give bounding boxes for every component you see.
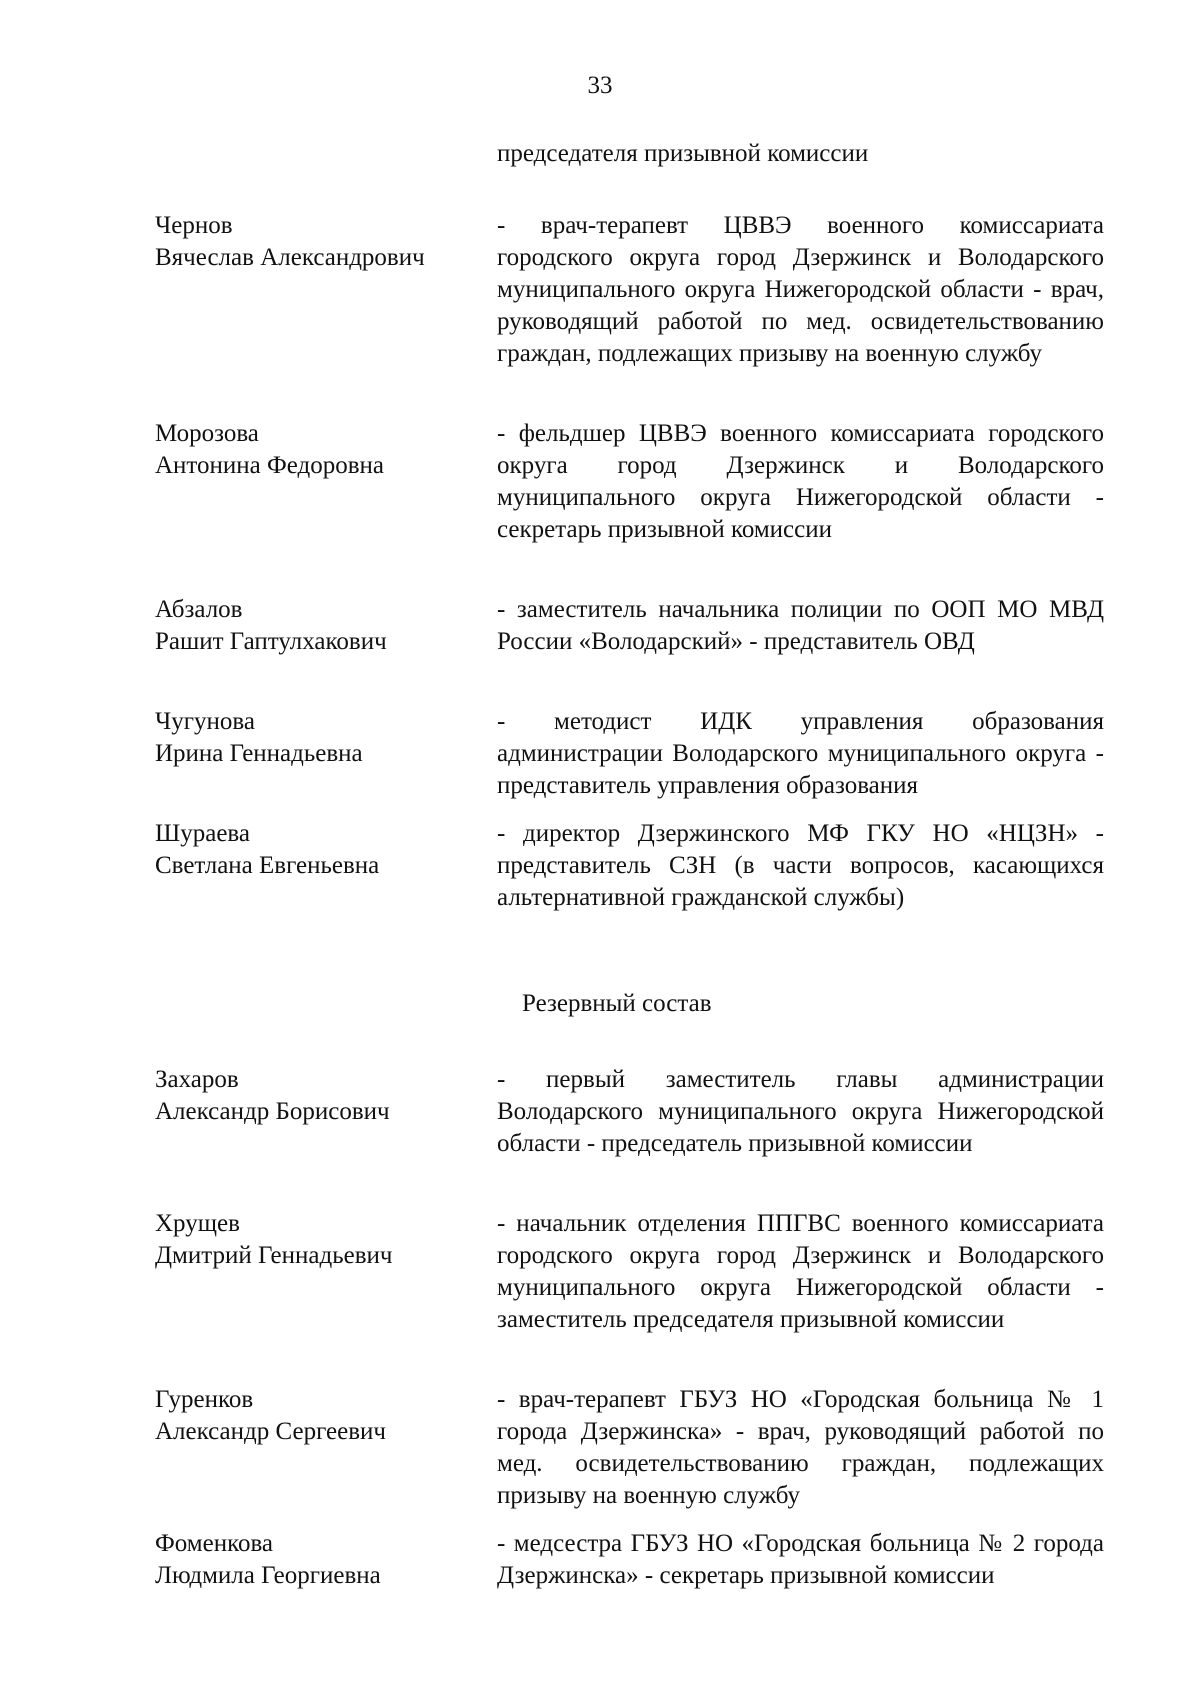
section-title-reserve: Резервный состав — [522, 990, 712, 1017]
member-role: - медсестра ГБУЗ НО «Городская больница № 2 города Дзержинска» - секретарь призывной комиссии — [497, 1530, 1104, 1589]
member-surname: Захаров — [155, 1066, 239, 1093]
member-name — [155, 1064, 485, 1128]
member-role: - начальник отделения ППГВС военного комиссариата городского округа город Дзержинск и Володарского муниципального округа Нижегородской области - заместитель председателя призывной комиссии — [497, 1210, 1104, 1333]
member-role: - директор Дзержинского МФ ГКУ НО «НЦЗН» - представитель СЗН (в части вопросов, касающихся альтернативной гражданской службы) — [497, 820, 1104, 911]
member-role: - врач-терапевт ЦВВЭ военного комиссариата городского округа город Дзержинск и Володарского муниципального округа Нижегородской области - врач, руководящий работой по мед. освидетельствованию граждан, подлежащих призыву на военную службу — [497, 212, 1104, 367]
member-role: - фельдшер ЦВВЭ военного комиссариата городского округа город Дзержинск и Володарского муниципального округа Нижегородской области - секретарь призывной комиссии — [497, 420, 1104, 543]
member-surname: Шураева — [155, 820, 250, 847]
member-name — [155, 594, 485, 658]
page-number: 33 — [587, 72, 613, 99]
member-given-names: Ирина Геннадьевна — [155, 740, 363, 767]
member-name — [155, 210, 485, 274]
member-role: - врач-терапевт ГБУЗ НО «Городская больница № 1 города Дзержинска» - врач, руководящий работой по мед. освидетельствованию граждан, подлежащих призыву на военную службу — [497, 1386, 1104, 1509]
member-given-names: Людмила Георгиевна — [155, 1562, 381, 1589]
member-name — [155, 1208, 485, 1272]
member-role: - методист ИДК управления образования администрации Володарского муниципального округа - представитель управления образования — [497, 708, 1104, 799]
member-given-names: Дмитрий Геннадьевич — [155, 1242, 393, 1269]
member-given-names: Антонина Федоровна — [155, 452, 385, 479]
member-name — [155, 1528, 485, 1592]
member-name — [155, 1384, 485, 1448]
member-surname: Чугунова — [155, 708, 255, 735]
member-surname: Морозова — [155, 420, 259, 447]
member-surname: Гуренков — [155, 1386, 254, 1413]
continued-role-text: председателя призывной комиссии — [497, 140, 869, 167]
member-given-names: Светлана Евгеньевна — [155, 852, 380, 879]
member-surname: Фоменкова — [155, 1530, 274, 1557]
member-surname: Чернов — [155, 212, 233, 239]
member-given-names: Рашит Гаптулхакович — [155, 628, 387, 655]
member-given-names: Александр Сергеевич — [155, 1418, 386, 1445]
member-surname: Хрущев — [155, 1210, 240, 1237]
member-given-names: Александр Борисович — [155, 1098, 390, 1125]
member-surname: Абзалов — [155, 596, 243, 623]
member-given-names: Вячеслав Александрович — [155, 244, 425, 271]
member-name — [155, 818, 485, 882]
member-role: - первый заместитель главы администрации Володарского муниципального округа Нижегородской области - председатель призывной комиссии — [497, 1066, 1104, 1157]
member-name — [155, 706, 485, 770]
member-role: - заместитель начальника полиции по ООП МО МВД России «Володарский» - представитель ОВД — [497, 596, 1104, 655]
member-name — [155, 418, 485, 482]
